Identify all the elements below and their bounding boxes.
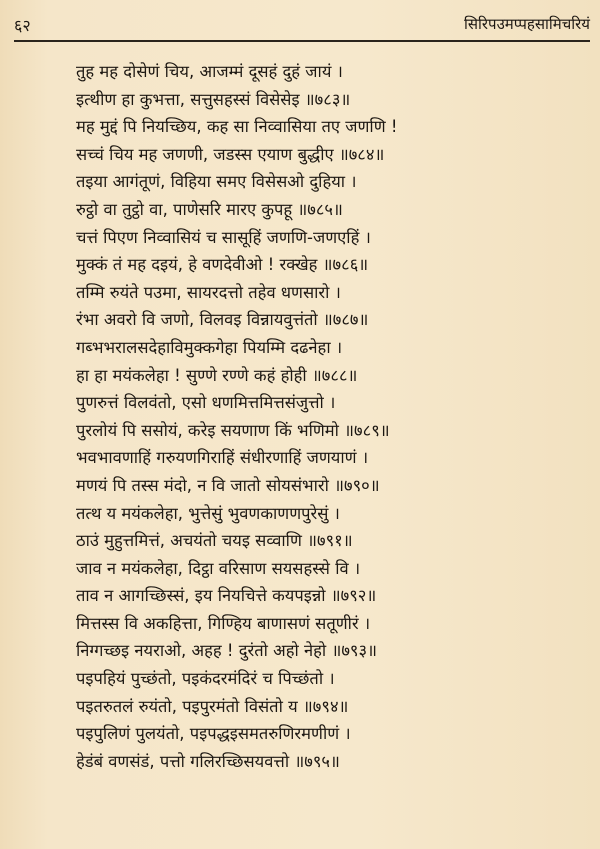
verse-line: ताव न आगच्छिस्सं, इय नियचित्ते कयपइन्नो ॥७९२॥ (76, 586, 377, 606)
verse-line: मित्तस्स वि अकहित्ता, गिण्हिय बाणासणं सतूणीरं । (76, 613, 371, 633)
verse-line: भवभावणाहिं गरुयणगिराहिं संधीरणाहिं जणयाणं । (76, 448, 369, 468)
verse-line: पइपुलिणं पुलयंतो, पइपद्धइसमतरुणिरमणीणं । (76, 724, 351, 744)
verse-line: पुरलोयं पि ससोयं, करेइ सयणाण किं भणिमो ॥७८९॥ (76, 420, 390, 440)
verse-text (76, 58, 576, 775)
verse-line: तुह मह दोसेणं चिय, आजम्मं दूसहं दुहं जायं । (76, 62, 343, 81)
verse-line: हा हा मयंकलेहा ! सुण्णे रण्णे कहं होही ॥७८८॥ (76, 365, 358, 385)
verse-line: तम्मि रुयंते पउमा, सायरदत्तो तहेव धणसारो । (76, 282, 341, 302)
verse-line: निग्गच्छइ नयराओ, अहह ! दुरंतो अहो नेहो ॥७९३॥ (76, 641, 377, 661)
verse-line: चत्तं पिएण निव्वासियं च सासूहिं जणणि-जणएहिं । (76, 227, 371, 247)
page-number: ६२ (14, 16, 31, 35)
verse-line: सच्चं चिय मह जणणी, जडस्स एयाण बुद्धीए ॥७८४॥ (76, 144, 385, 164)
verse-line: मुक्कं तं मह दइयं, हे वणदेवीओ ! रक्खेह ॥७८६॥ (76, 255, 369, 275)
verse-line: तत्थ य मयंकलेहा, भुत्तेसुं भुवणकाणणपुरेसुं । (76, 503, 340, 523)
verse-line: इत्थीण हा कुभत्ता, सत्तुसहस्सं विसेसेइ ॥७८३॥ (76, 89, 351, 109)
verse-line: पइतरुतलं रुयंतो, पइपुरमंतो विसंतो य ॥७९४॥ (76, 696, 349, 716)
verse-line: तइया आगंतूणं, विहिया समए विसेसओ दुहिया । (76, 172, 357, 192)
verse-line: जाव न मयंकलेहा, दिट्ठा वरिसाण सयसहस्से वि । (76, 558, 361, 578)
verse-line: रंभा अवरो वि जणो, विलवइ विन्नायवुत्तंतो ॥७८७॥ (76, 310, 369, 330)
header-rule (14, 40, 590, 42)
verse-line: मह मुद्दं पि नियच्छिय, कह सा निव्वासिया तए जणणि ! (76, 117, 398, 137)
verse-line: रुट्ठो वा तुट्ठो वा, पाणेसरि मारए कुपहू ॥७८५॥ (76, 199, 343, 219)
verse-line: पइपहियं पुच्छंतो, पइकंदरमंदिरं च पिच्छंतो । (76, 669, 335, 689)
verse-line: मणयं पि तस्स मंदो, न वि जातो सोयसंभारो ॥७९०॥ (76, 475, 380, 495)
verse-line: गब्भभरालसदेहाविमुक्कगेहा पियम्मि दढनेहा । (76, 337, 343, 357)
page-header (14, 0, 590, 40)
verse-line: पुणरुत्तं विलवंतो, एसो धणमित्तमित्तसंजुत्तो । (76, 393, 336, 413)
running-title: सिरिपउमप्पहसामिचरियं (464, 15, 590, 33)
verse-line: ठाउं मुहुत्तमित्तं, अचयंतो चयइ सव्वाणि ॥७९१॥ (76, 531, 353, 551)
verse-line: हेडंबं वणसंडं, पत्तो गलिरच्छिसयवत्तो ॥७९५॥ (76, 751, 340, 771)
